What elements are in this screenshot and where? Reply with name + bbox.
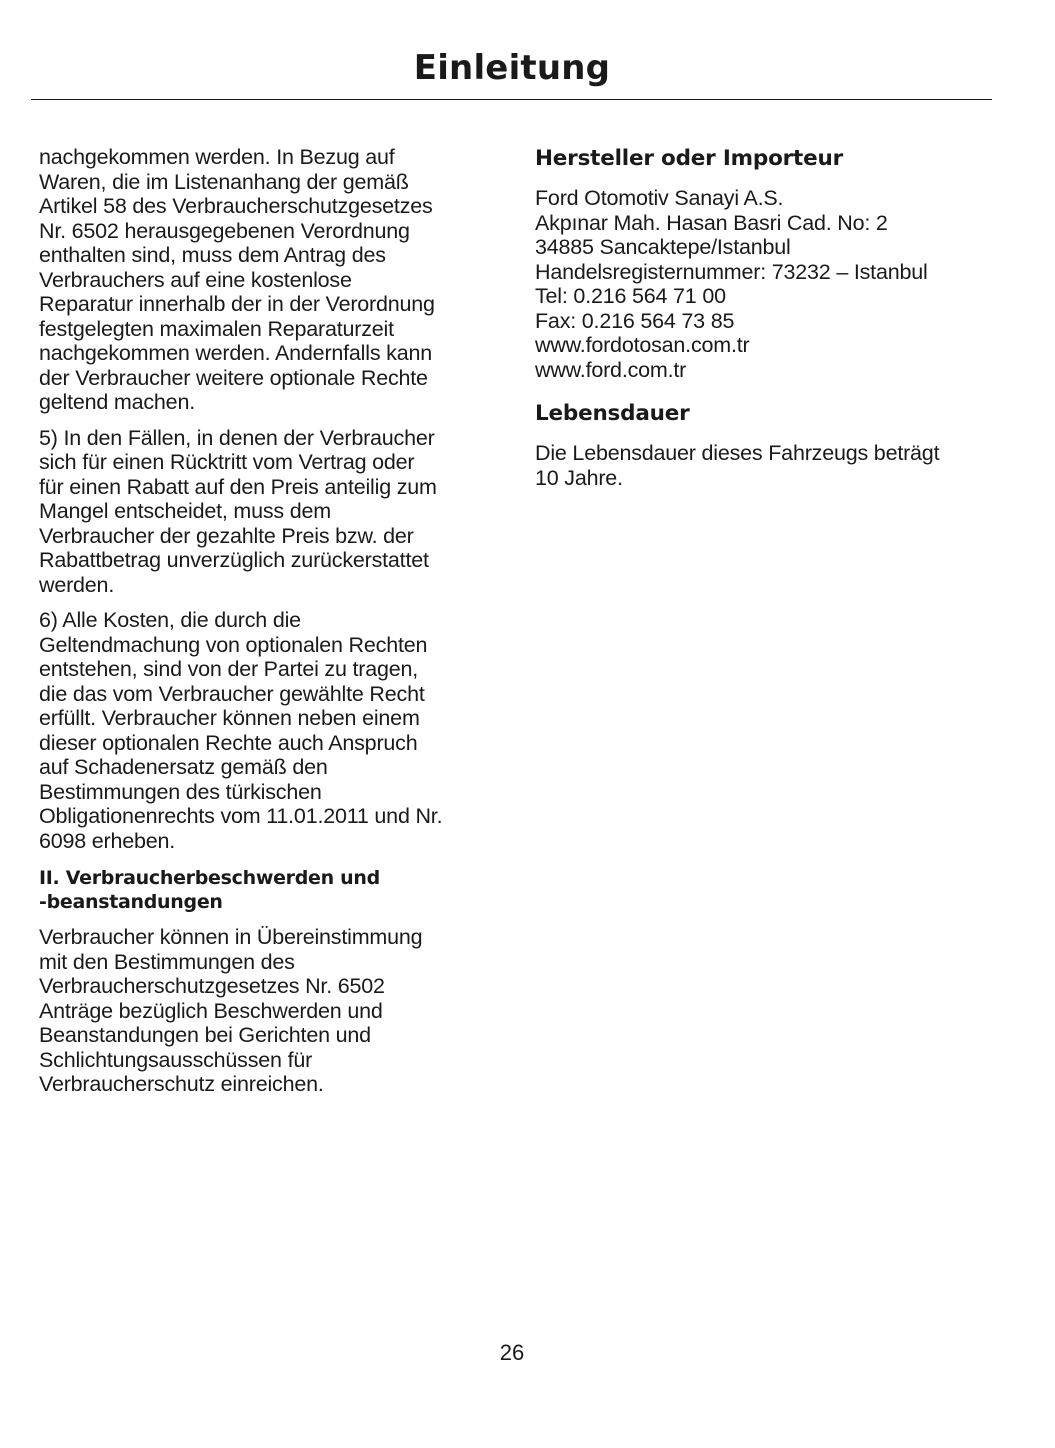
text-line: Artikel 58 des Verbraucherschutzgesetzes — [39, 194, 433, 218]
text-line: Waren, die im Listenanhang der gemäß — [39, 169, 409, 194]
right-column — [535, 145, 995, 501]
text-line: erfüllt. Verbraucher können neben einem — [39, 706, 420, 730]
text-line: Nr. 6502 herausgegebenen Verordnung — [39, 218, 410, 243]
text-line: 10 Jahre. — [535, 465, 623, 490]
text-line: Akpınar Mah. Hasan Basri Cad. No: 2 — [535, 210, 888, 235]
text-line: die das vom Verbraucher gewählte Recht — [39, 681, 425, 706]
text-line: 5) In den Fällen, in denen der Verbraucher — [39, 425, 435, 450]
text-line: Verbraucherschutz einreichen. — [39, 1072, 324, 1096]
paragraph-costs — [39, 608, 491, 853]
heading-manufacturer: Hersteller oder Importeur — [535, 146, 844, 171]
text-line: nachgekommen werden. Andernfalls kann — [39, 341, 432, 365]
text-line: für einen Rabatt auf den Preis anteilig zum — [39, 474, 437, 499]
text-line: Handelsregisternummer: 73232 – Istanbul — [535, 259, 928, 284]
text-line: geltend machen. — [39, 390, 195, 414]
text-line: Anträge bezüglich Beschwerden und — [39, 998, 383, 1023]
title-divider — [31, 99, 992, 100]
text-line: festgelegten maximalen Reparaturzeit — [39, 316, 394, 341]
text-line: Geltendmachung von optionalen Rechten — [39, 632, 428, 657]
text-line: 34885 Sancaktepe/Istanbul — [535, 235, 791, 259]
text-line: sich für einen Rücktritt vom Vertrag oder — [39, 450, 415, 474]
text-line: Schlichtungsausschüssen für — [39, 1047, 313, 1072]
phone-number: Tel: 0.216 564 71 00 — [535, 284, 726, 308]
website-link: www.ford.com.tr — [535, 357, 687, 382]
text-line: entstehen, sind von der Partei zu tragen, — [39, 657, 419, 681]
text-line: 6) Alle Kosten, die durch die — [39, 608, 301, 632]
text-line: dieser optionalen Rechte auch Anspruch — [39, 730, 418, 755]
page-title: Einleitung — [413, 48, 611, 88]
text-line: Beanstandungen bei Gerichten und — [39, 1023, 371, 1047]
text-line: Ford Otomotiv Sanayi A.S. — [535, 186, 784, 210]
text-line: Mangel entscheidet, muss dem — [39, 499, 331, 523]
text-line: Verbraucherschutzgesetzes Nr. 6502 — [39, 974, 385, 998]
text-line: Die Lebensdauer dieses Fahrzeugs beträgt — [535, 441, 940, 465]
website-link: www.fordotosan.com.tr — [535, 333, 750, 357]
paragraph-lifetime — [535, 441, 995, 490]
text-line: enthalten sind, muss dem Antrag des — [39, 243, 386, 267]
paragraph-repair-request — [39, 145, 491, 415]
heading-lifetime: Lebensdauer — [535, 401, 690, 426]
page-number: 26 — [499, 1340, 525, 1365]
text-line: -beanstandungen — [39, 891, 223, 913]
text-line: Reparatur innerhalb der in der Verordnung — [39, 292, 435, 316]
text-line: werden. — [39, 572, 115, 597]
text-line: der Verbraucher weitere optionale Rechte — [39, 365, 428, 390]
fax-number: Fax: 0.216 564 73 85 — [535, 308, 735, 333]
paragraph-complaints — [39, 925, 491, 1097]
text-line: auf Schadenersatz gemäß den — [39, 755, 328, 779]
left-column — [39, 145, 491, 1108]
manufacturer-address — [535, 186, 995, 382]
text-line: Verbrauchers auf eine kostenlose — [39, 267, 352, 292]
subheading-complaints — [39, 866, 491, 914]
text-line: nachgekommen werden. In Bezug auf — [39, 145, 395, 169]
text-line: mit den Bestimmungen des — [39, 949, 295, 974]
paragraph-refund — [39, 426, 491, 598]
text-line: Bestimmungen des türkischen — [39, 779, 322, 804]
text-line: Verbraucher können in Übereinstimmung — [39, 925, 423, 949]
text-line: Verbraucher der gezahlte Preis bzw. der — [39, 523, 414, 548]
text-line: Obligationenrechts vom 11.01.2011 und Nr. — [39, 804, 443, 828]
text-line: 6098 erheben. — [39, 828, 176, 853]
text-line: II. Verbraucherbeschwerden und — [39, 867, 380, 889]
text-line: Rabattbetrag unverzüglich zurückerstattet — [39, 548, 429, 572]
